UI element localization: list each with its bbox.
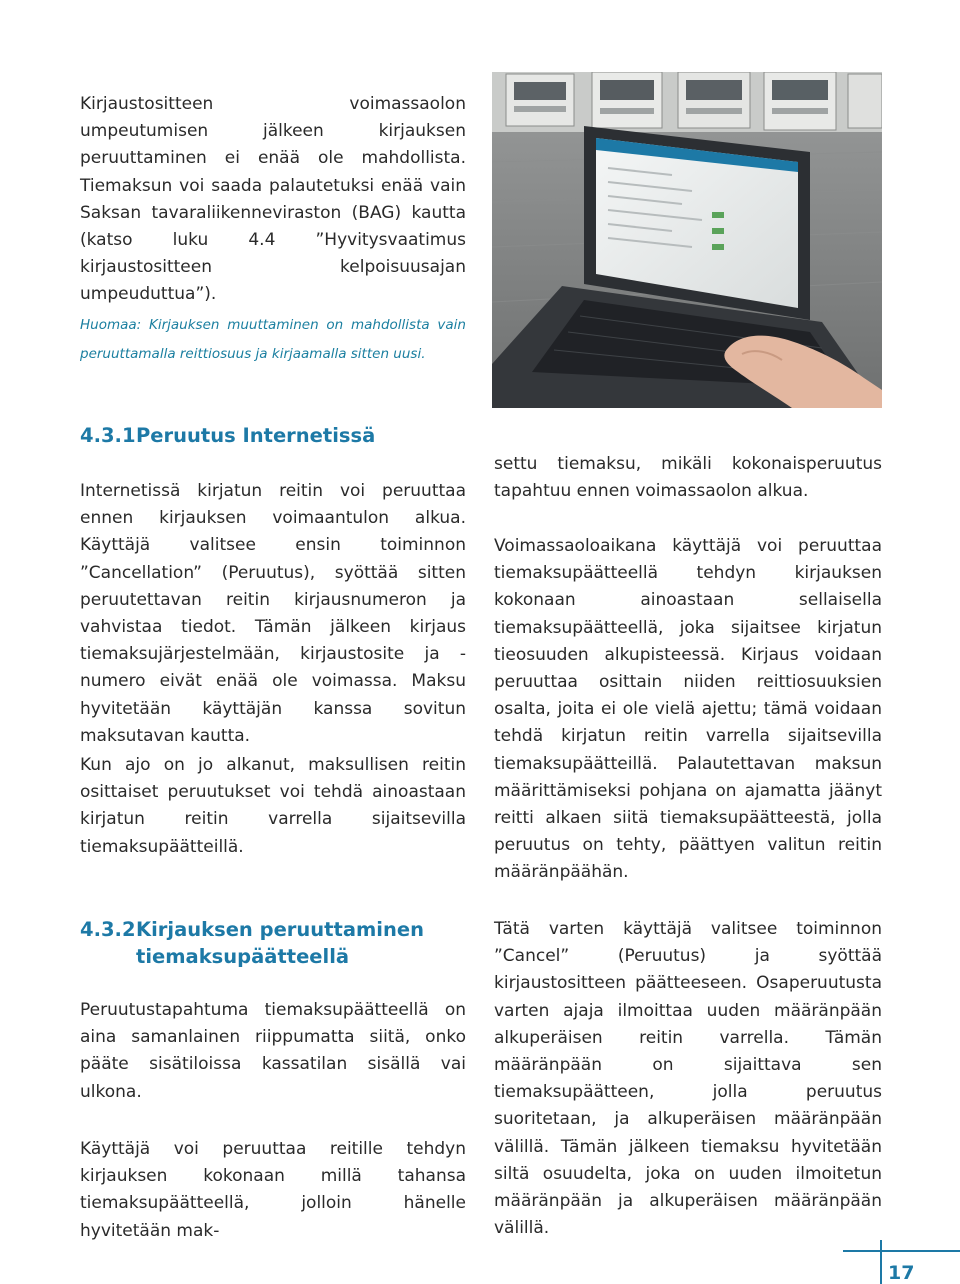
note-paragraph: Huomaa: Kirjauksen muuttaminen on mahdollista vain peruuttamalla reittiosuus ja kirjaamalla sitten uusi.: [80, 317, 466, 362]
heading-number: 4.3.1: [80, 424, 136, 447]
heading-number: 4.3.2: [80, 918, 136, 941]
section-4-3-1-paragraph-1: Internetissä kirjatun reitin voi peruuttaa ennen kirjauksen voimaantulon alkua. Käyttäjä valitsee ensin toiminnon ”Cancellation” (Peruutus), syöttää sitten peruutettavan reitin kirjausnumeron ja vahvistaa tiedot. Tämän jälkeen kirjaus tiemaksujärjestelmään, kirjaustosite ja -numero eivät enää ole voimassa. Maksu hyvitetään käyttäjän kanssa sovitun maksutavan kautta.: [80, 481, 466, 746]
laptop-illustration: [492, 72, 882, 408]
heading-title: Peruutus Internetissä: [136, 424, 376, 447]
section-4-3-2-paragraph-1: Peruutustapahtuma tiemaksupäätteellä on aina samanlainen riippumatta siitä, onko pääte sisätiloissa kassatilan sisällä vai ulkona.: [80, 1000, 466, 1102]
trucks-background: [492, 72, 882, 132]
heading-title-line-2: tiemaksupäätteellä: [136, 945, 350, 968]
section-4-3-2-heading: [80, 916, 424, 970]
section-4-3-1-heading: [80, 422, 375, 449]
right-paragraph-2: Voimassaoloaikana käyttäjä voi peruuttaa tiemaksupäätteellä tehdyn kirjauksen kokonaan ainoastaan sellaisella tiemaksupäätteellä, joka sijaitsee kirjatun tieosuuden alkupisteessä. Kirjaus voidaan peruuttaa osittain niiden reittiosuuksien osalta, joita ei ole vielä ajettu; tämä voidaan tehdä kirjatun reitin varrella sijaitsevilla tiemaksupäätteillä. Palautettavan maksun määrittämiseksi pohjana on ajamatta jäänyt reitti alkaen siitä tiemaksupäätteestä, jolla peruutus on tehty, päättyen valitun reitin määränpäähän.: [494, 536, 882, 883]
intro-paragraph: Kirjaustositteen voimassaolon umpeutumisen jälkeen kirjauksen peruuttaminen ei enää ole mahdollista. Tiemaksun voi saada palautetuksi enää vain Saksan tavaraliikenneviraston (BAG) kautta (katso luku 4.4 ”Hyvitysvaatimus kirjaustositteen kelpoisuusajan umpeuduttua”).: [80, 94, 466, 305]
heading-title-line-1: Kirjauksen peruuttaminen: [136, 918, 424, 941]
right-paragraph-3: Tätä varten käyttäjä valitsee toiminnon ”Cancel” (Peruutus) ja syöttää kirjaustositteen päätteeseen. Osaperuutusta varten ajaja ilmoittaa uuden määränpään alkuperäisen reitin varrella. Tämän määränpään on sijaittava sen tiemaksupäätteen, jolla peruutus suoritetaan, ja alkuperäisen määränpään välillä. Tämän jälkeen tiemaksu hyvitetään siltä osuudelta, joka on uuden ilmoitetun määränpään ja alkuperäisen määränpään välillä.: [494, 919, 882, 1239]
page-number: 17: [888, 1262, 915, 1284]
page-number-tick: [880, 1240, 882, 1284]
section-4-3-1-paragraph-2: Kun ajo on jo alkanut, maksullisen reitin osittaiset peruutukset voi tehdä ainoastaan kirjatun reitin varrella sijaitsevilla tiemaksupäätteillä.: [80, 755, 466, 857]
page-number-rule: [843, 1250, 960, 1252]
section-4-3-2-paragraph-2: Käyttäjä voi peruuttaa reitille tehdyn kirjauksen kokonaan millä tahansa tiemaksupäätteellä, jolloin hänelle hyvitetään mak-: [80, 1139, 466, 1241]
laptop-photo: [492, 72, 882, 408]
right-paragraph-1: settu tiemaksu, mikäli kokonaisperuutus tapahtuu ennen voimassaolon alkua.: [494, 454, 882, 502]
